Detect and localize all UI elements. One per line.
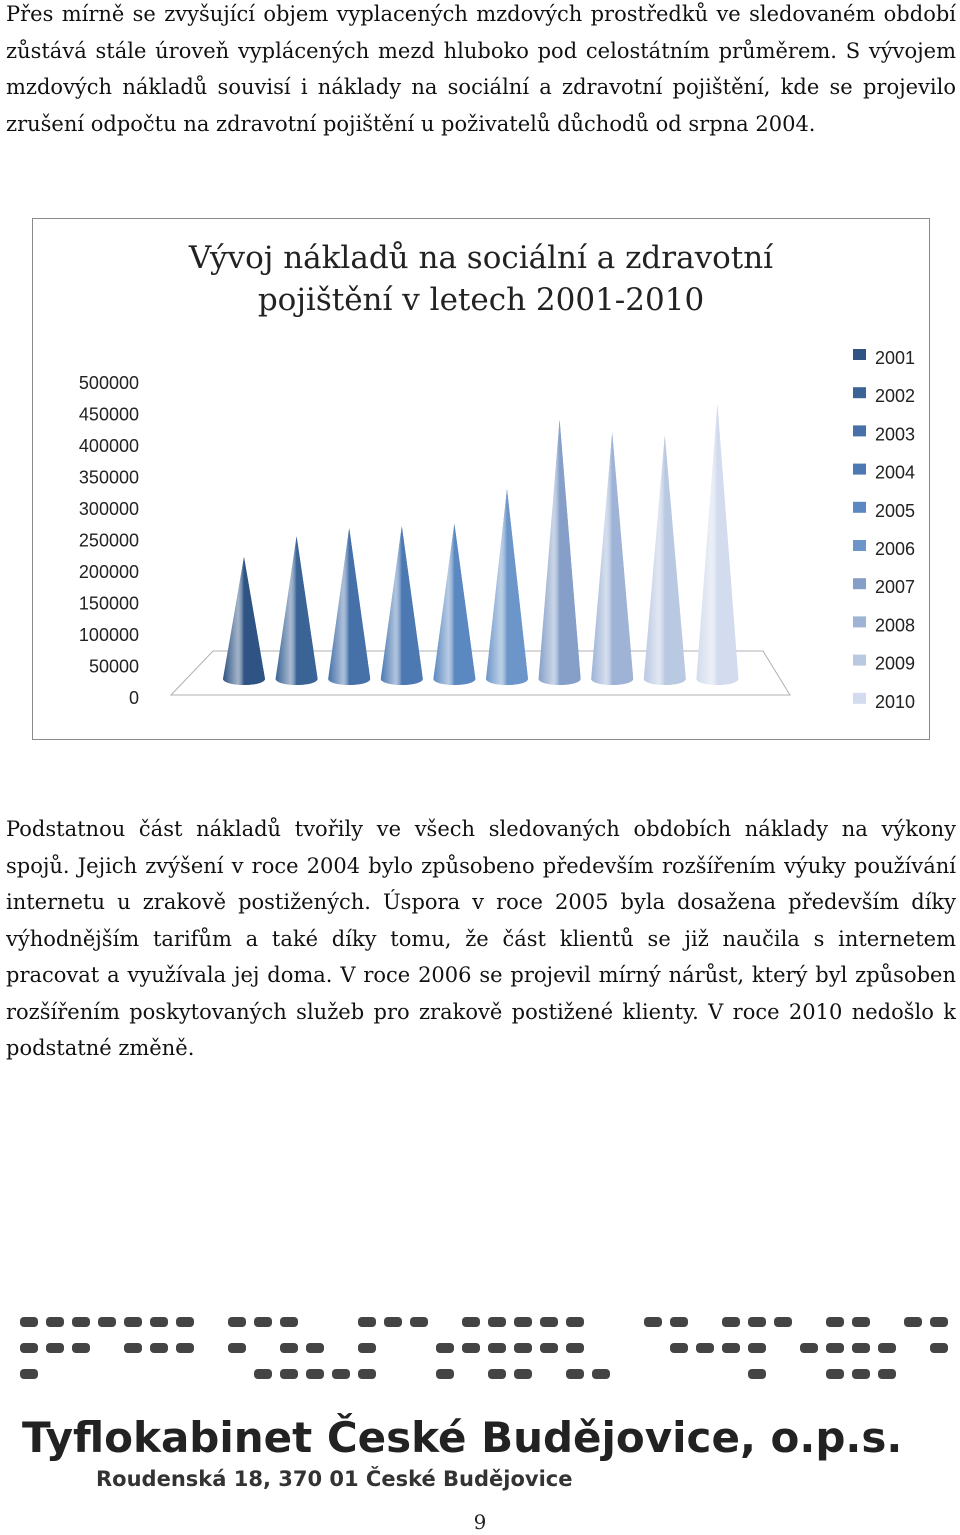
braille-dot [462,1343,480,1353]
braille-dot [150,1317,168,1327]
chart-title-line2: pojištění v letech 2001-2010 [257,282,705,318]
braille-dot [306,1343,324,1353]
braille-dot [228,1317,246,1327]
legend-label-2001: 2001 [875,348,916,368]
braille-dot [644,1317,662,1327]
braille-dot [696,1343,714,1353]
braille-dot [358,1369,376,1379]
cone-highlight-2005 [433,524,475,685]
y-tick-label: 200000 [78,562,139,582]
braille-dot [748,1343,766,1353]
braille-dot [488,1343,506,1353]
y-tick-label: 250000 [78,530,139,551]
y-tick-label: 0 [128,688,139,708]
braille-pattern-icon [0,1300,960,1410]
analysis-paragraph: Podstatnou část nákladů tvořily ve všech sledovaných obdobích náklady na výkony spojů. Jejich zvýšení v roce 2004 bylo způsobeno především rozšířením výuky používání internetu u zrakově postižených. Úspora v roce 2005 byla dosažena především díky výhodnějším tarifům a také díky tomu, že část klientů se již naučila s internetem pracovat a využívala jej doma. V roce 2006 se projevil mírný nárůst, který byl způsoben rozšířením poskytovaných služeb pro zrakově postižené klienty. V roce 2010 nedošlo k podstatné změně. [6,817,956,1060]
braille-dot [852,1343,870,1353]
cone-highlight-2003 [328,528,370,685]
braille-dot [852,1369,870,1379]
braille-dot [254,1369,272,1379]
y-tick-label: 150000 [78,593,139,614]
legend-label-2008: 2008 [875,615,916,636]
braille-dot [748,1369,766,1379]
braille-dot [124,1343,142,1353]
legend-swatch-2001 [853,349,866,360]
legend-swatch-2008 [853,616,866,627]
cone-highlight-2009 [644,436,686,685]
braille-dot [826,1369,844,1379]
braille-dot [514,1317,532,1327]
braille-dot [72,1317,90,1327]
cone-highlight-2002 [276,536,318,685]
braille-dot [384,1317,402,1327]
braille-dot [124,1317,142,1327]
braille-dot [488,1369,506,1379]
intro-paragraph: Přes mírně se zvyšující objem vyplacených mzdových prostředků ve sledovaném období zůstává stále úroveň vyplácených mezd hluboko pod celostátním průměrem. S vývojem mzdových nákladů souvisí i náklady na sociální a zdravotní pojištění, kde se projevilo zrušení odpočtu na zdravotní pojištění u poživatelů důchodů od srpna 2004. [6,2,956,136]
braille-dot [436,1343,454,1353]
braille-dot [878,1369,896,1379]
braille-dot [228,1343,246,1353]
y-tick-label: 350000 [78,467,139,488]
legend-swatch-2005 [853,502,866,513]
braille-dot [930,1343,948,1353]
cone-highlight-2004 [381,526,423,685]
legend-label-2004: 2004 [875,462,916,483]
cone-highlight-2006 [486,489,528,685]
legend-swatch-2010 [853,693,866,704]
braille-dot [566,1369,584,1379]
braille-dot [176,1343,194,1353]
braille-dot [20,1317,38,1327]
braille-dot [800,1343,818,1353]
y-tick-label: 100000 [78,625,139,645]
braille-dot [670,1343,688,1353]
braille-dot [670,1317,688,1327]
braille-dot [566,1317,584,1327]
braille-dot [46,1317,64,1327]
braille-dot [332,1369,350,1379]
legend-label-2002: 2002 [875,386,916,407]
braille-dot [46,1343,64,1353]
braille-dot [20,1369,38,1379]
legend-label-2003: 2003 [875,424,916,445]
chart-title-line1: Vývoj nákladů na sociální a zdravotní [188,240,774,276]
legend-swatch-2009 [853,655,866,666]
braille-dot [566,1343,584,1353]
cone-highlight-2001 [223,557,265,685]
braille-dot [722,1343,740,1353]
y-tick-label: 50000 [88,656,139,677]
legend-swatch-2002 [853,387,866,398]
braille-dot [748,1317,766,1327]
legend-label-2006: 2006 [875,539,916,559]
y-tick-label: 450000 [78,404,139,425]
braille-dot [306,1369,324,1379]
braille-dot [410,1317,428,1327]
legend-swatch-2006 [853,540,866,551]
cost-chart [32,218,930,740]
legend-label-2009: 2009 [875,653,916,674]
y-tick-label: 300000 [78,499,139,519]
braille-dot [488,1317,506,1327]
braille-dot [98,1317,116,1327]
braille-dot [852,1317,870,1327]
braille-dot [826,1343,844,1353]
braille-dot [462,1317,480,1327]
braille-dot [280,1317,298,1327]
braille-dot [280,1369,298,1379]
braille-dot [904,1317,922,1327]
y-tick-label: 500000 [78,373,139,393]
braille-dot [358,1343,376,1353]
legend-swatch-2007 [853,578,866,589]
braille-dot [878,1343,896,1353]
braille-dot [72,1343,90,1353]
braille-dot [774,1317,792,1327]
legend-swatch-2003 [853,425,866,436]
logo-organization-name: Tyflokabinet České Budějovice, o.p.s. [22,1413,903,1462]
braille-dot [540,1317,558,1327]
braille-dot [176,1317,194,1327]
cone-highlight-2008 [591,432,633,685]
legend-swatch-2004 [853,464,866,475]
page-number: 9 [473,1510,487,1534]
braille-dot [826,1317,844,1327]
legend-label-2010: 2010 [875,691,916,712]
braille-dot [722,1317,740,1327]
braille-dot [436,1369,454,1379]
braille-dot [592,1369,610,1379]
legend-label-2005: 2005 [875,500,916,521]
braille-dot [358,1317,376,1327]
organization-logo [0,1300,960,1500]
chart-plot [33,219,931,741]
braille-dot [540,1343,558,1353]
y-tick-label: 400000 [78,436,139,456]
braille-dot [150,1343,168,1353]
braille-dot [280,1343,298,1353]
braille-dot [514,1343,532,1353]
braille-dot [514,1369,532,1379]
braille-dot [20,1343,38,1353]
cone-highlight-2007 [539,420,581,685]
logo-address: Roudenská 18, 370 01 České Budějovice [96,1467,573,1491]
legend-label-2007: 2007 [875,577,916,598]
braille-dot [254,1317,272,1327]
cone-highlight-2010 [696,404,738,685]
braille-dot [930,1317,948,1327]
